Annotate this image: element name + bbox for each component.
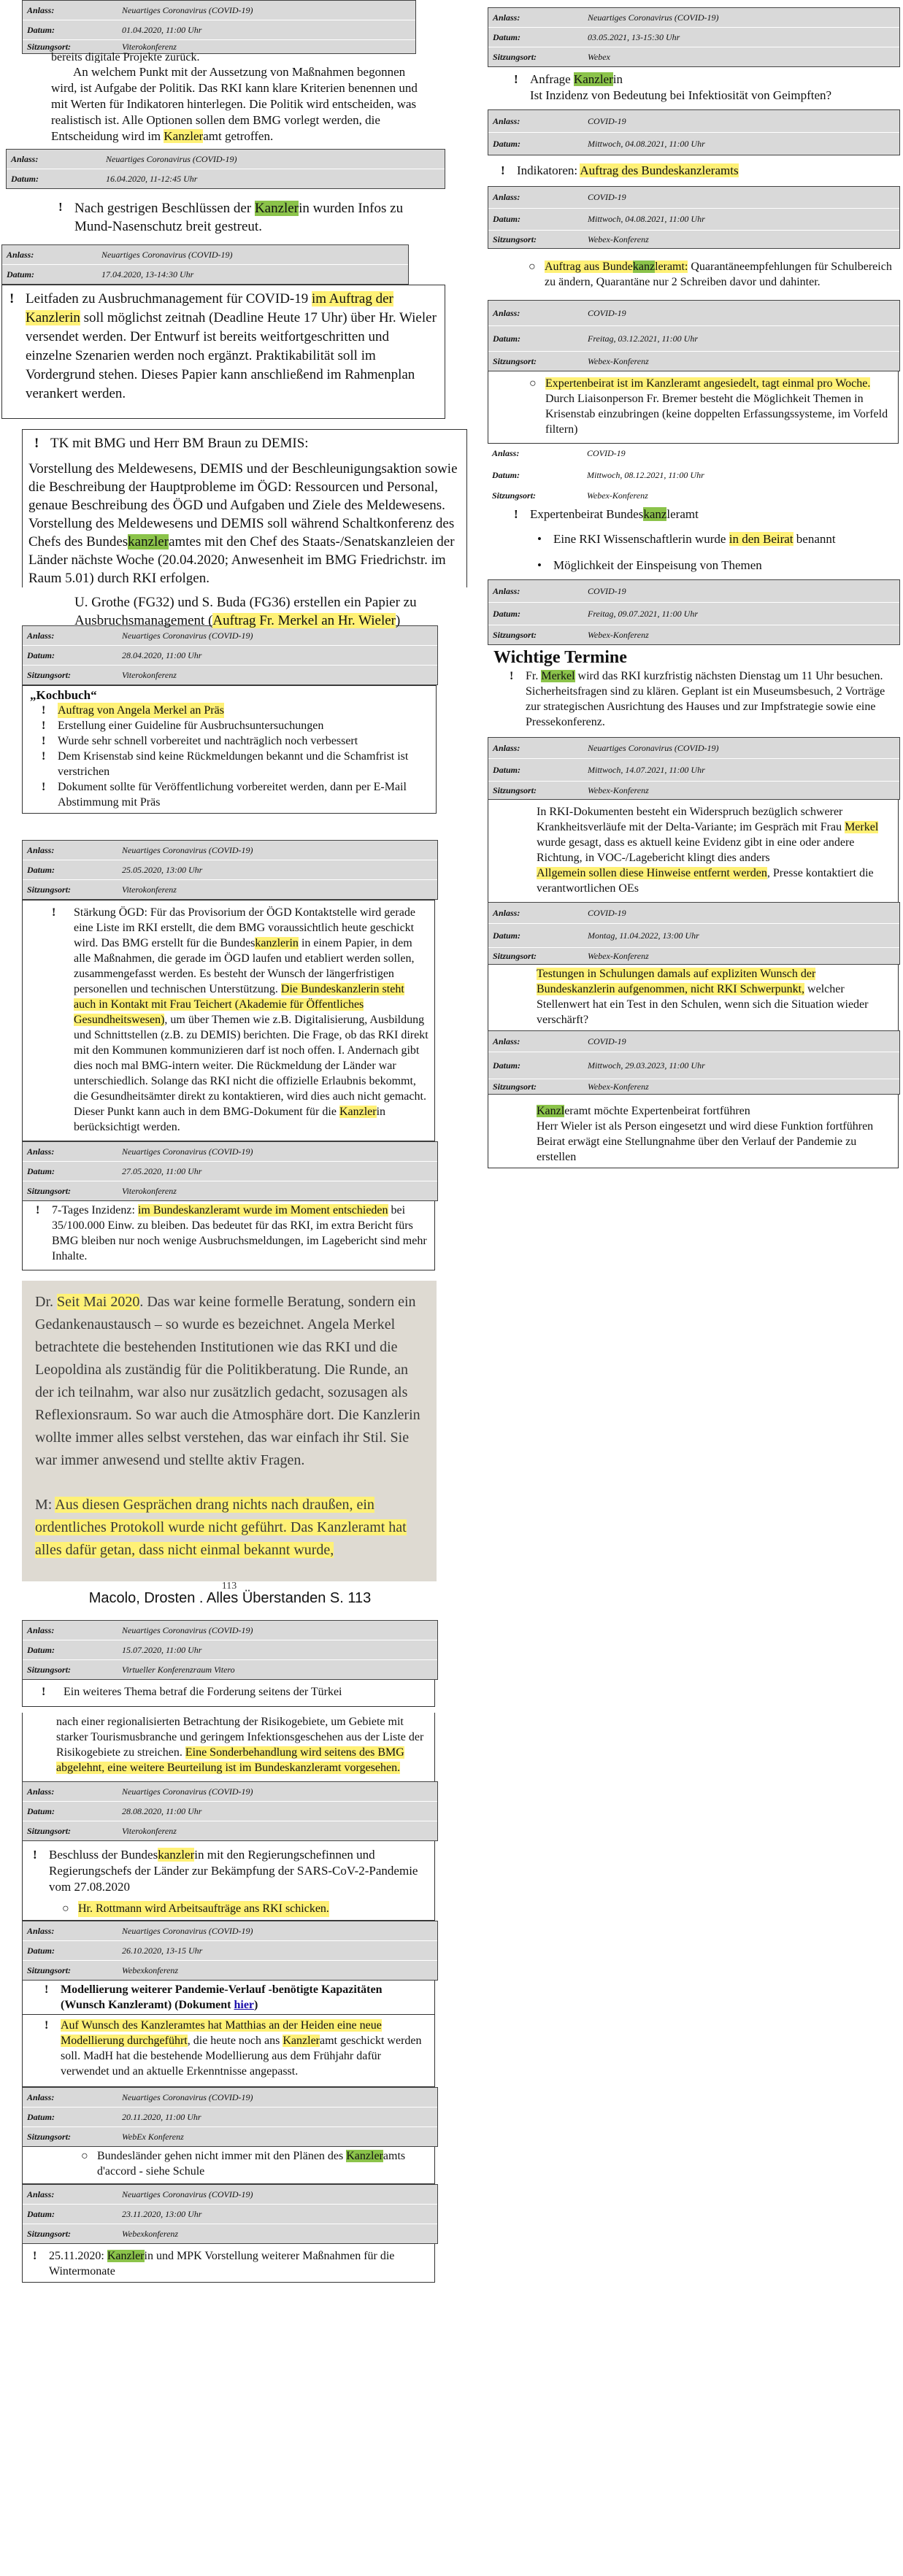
label-sitzungsort: Sitzungsort: bbox=[27, 41, 72, 52]
note-block bbox=[488, 504, 900, 579]
exclamation-icon: ! bbox=[33, 1848, 37, 1862]
label-anlass: Anlass: bbox=[493, 907, 520, 918]
exclamation-icon: ! bbox=[42, 720, 46, 732]
datum-value: 28.08.2020, 11:00 Uhr bbox=[122, 1805, 202, 1816]
anlass-value: Neuartiges Coronavirus (COVID-19) bbox=[588, 742, 719, 753]
label-anlass: Anlass: bbox=[493, 742, 520, 753]
meeting-header bbox=[22, 2184, 438, 2244]
datum-value: 23.11.2020, 13:00 Uhr bbox=[122, 2208, 202, 2219]
sitzungsort-value: Virtueller Konferenzraum Vitero bbox=[122, 1664, 235, 1675]
label-datum: Datum: bbox=[27, 1805, 55, 1816]
note-text: U. Grothe (FG32) und S. Buda (FG36) erstellen ein Papier zu Ausbruchsmanagement (Auftrag Fr. Merkel an Hr. Wieler) bbox=[74, 595, 417, 628]
meeting-header bbox=[488, 300, 900, 371]
exclamation-icon: ! bbox=[9, 291, 15, 306]
label-datum: Datum: bbox=[27, 1945, 55, 1956]
exclamation-icon: ! bbox=[36, 1204, 40, 1216]
sitzungsort-value: Webex-Konferenz bbox=[588, 629, 649, 640]
label-anlass: Anlass: bbox=[27, 1925, 55, 1936]
label-anlass: Anlass: bbox=[27, 1146, 55, 1157]
datum-value: 16.04.2020, 11-12:45 Uhr bbox=[106, 173, 198, 184]
label-anlass: Anlass: bbox=[27, 2189, 55, 2199]
label-anlass: Anlass: bbox=[492, 447, 520, 458]
datum-value: Freitag, 03.12.2021, 11:00 Uhr bbox=[588, 333, 698, 344]
datum-value: 01.04.2020, 11:00 Uhr bbox=[122, 24, 202, 35]
note-bullet: ! Indikatoren: Auftrag des Bundeskanzleramts bbox=[501, 163, 739, 177]
exclamation-icon: ! bbox=[514, 72, 518, 86]
list-item: • Eine RKI Wissenschaftlerin wurde in den Beirat benannt bbox=[537, 532, 836, 546]
excerpt-paragraph: Dr. Seit Mai 2020. Das war keine formelle Beratung, sondern ein Gedankenaustausch – so wurde es bezeichnet. Angela Merkel betrachtete die bestehenden Institutionen wie das RKI und die Leopoldina als zuständig für die Politikberatung. Die Runde, an der ich teilnahm, war also nur zusätzlich gedacht, sozusagen als Reflexionsraum. So war auch die Atmosphäre dort. Die Kanzlerin wollte immer alles selbst verstehen, das war einfach ihr Stil. Sie war immer anwesend und stellte aktiv Fragen. bbox=[35, 1294, 420, 1468]
anlass-value: Neuartiges Coronavirus (COVID-19) bbox=[106, 153, 237, 164]
sub-bullet: ○ Bundesländer gehen nicht immer mit den Plänen des Kanzleramts d'accord - siehe Schule bbox=[22, 2147, 435, 2184]
note-block bbox=[488, 649, 900, 737]
anlass-value: COVID-19 bbox=[588, 115, 626, 126]
sitzungsort-value: Viterokonferenz bbox=[122, 41, 177, 52]
datum-value: Mittwoch, 14.07.2021, 11:00 Uhr bbox=[588, 764, 705, 775]
label-sitzungsort: Sitzungsort: bbox=[492, 490, 537, 501]
kochbuch-title: „Kochbuch“ bbox=[30, 688, 97, 702]
label-datum: Datum: bbox=[27, 2208, 55, 2219]
label-datum: Datum: bbox=[493, 138, 521, 149]
note-bullet: ! 7-Tages Inzidenz: im Bundeskanzleramt wurde im Moment entschieden bei 35/100.000 Einw. zu bleiben. Das bedeutet für das RKI, im extra Bericht fürs BMG bleiben nur noch wenige Ausbruchsmeldungen, im Lagebericht sind mehr Inhalte. bbox=[22, 1201, 435, 1270]
datum-value: 03.05.2021, 13-15:30 Uhr bbox=[588, 31, 680, 42]
anlass-value: Neuartiges Coronavirus (COVID-19) bbox=[122, 1786, 253, 1797]
label-datum: Datum: bbox=[27, 1165, 55, 1176]
datum-value: 27.05.2020, 11:00 Uhr bbox=[122, 1165, 202, 1176]
datum-value: 15.07.2020, 11:00 Uhr bbox=[122, 1644, 202, 1655]
anlass-value: Neuartiges Coronavirus (COVID-19) bbox=[122, 4, 253, 15]
anlass-value: Neuartiges Coronavirus (COVID-19) bbox=[122, 1624, 253, 1635]
note-block: ! TK mit BMG und Herr BM Braun zu DEMIS: Vorstellung des Meldewesens, DEMIS und der Beschleunigungsaktion sowie die Beschreibung der Hauptprobleme im ÖGD: Ressourcen und Personal, genaue Beschreibung des ÖGD und Aufgaben und Ziele des Meldewesens. Vorstellung des Meldewesens und DEMIS soll während Schaltkonferenz des Chefs des Bundeskanzleramtes mit den Chef des Staats-/Senatskanzleien der Länder nächste Woche (20.04.2020; Anwesenheit im BMG Friedrichstr. im Raum 5.01) durch RKI erfolgen. bbox=[22, 429, 467, 587]
list-item: ! Erstellung einer Guideline für Ausbruchsuntersuchungen bbox=[42, 720, 324, 732]
excerpt-caption: Macolo, Drosten . Alles Überstanden S. 113 bbox=[88, 1590, 372, 1606]
datum-value: 20.11.2020, 11:00 Uhr bbox=[122, 2111, 201, 2122]
note-line: Kanzleramt möchte Expertenbeirat fortführen bbox=[537, 1105, 750, 1117]
meeting-header bbox=[488, 7, 900, 67]
anlass-value: COVID-19 bbox=[588, 192, 626, 202]
sitzungsort-value: Webex-Konferenz bbox=[588, 355, 649, 366]
label-datum: Datum: bbox=[27, 24, 55, 35]
meeting-header bbox=[22, 1141, 438, 1201]
sitzungsort-value: WebEx Konferenz bbox=[122, 2131, 184, 2142]
sitzungsort-value: Webexkonferenz bbox=[122, 1964, 179, 1975]
exclamation-icon: ! bbox=[501, 163, 505, 177]
datum-value: Mittwoch, 04.08.2021, 11:00 Uhr bbox=[588, 138, 705, 149]
sitzungsort-value: Webex-Konferenz bbox=[588, 234, 649, 244]
bullet-icon: • bbox=[537, 532, 542, 546]
label-sitzungsort: Sitzungsort: bbox=[27, 1825, 72, 1836]
label-sitzungsort: Sitzungsort: bbox=[27, 669, 72, 680]
label-sitzungsort: Sitzungsort: bbox=[27, 1964, 72, 1975]
label-datum: Datum: bbox=[493, 764, 521, 775]
datum-value: Montag, 11.04.2022, 13:00 Uhr bbox=[588, 930, 699, 941]
note-text: bereits digitale Projekte zurück. bbox=[51, 53, 200, 63]
sub-bullet: ○ Hr. Rottmann wird Arbeitsaufträge ans RKI schicken. bbox=[33, 1895, 429, 1917]
list-item: ! Dem Krisenstab sind keine Rückmeldungen bekannt und die Schamfrist ist verstrichen bbox=[42, 750, 409, 778]
label-anlass: Anlass: bbox=[27, 844, 55, 855]
label-anlass: Anlass: bbox=[493, 307, 520, 318]
meeting-header bbox=[22, 0, 416, 54]
label-datum: Datum: bbox=[27, 1644, 55, 1655]
note-text: nach einer regionalisierten Betrachtung der Risikogebiete, um Gebiete mit starker Tourismusbranche und geringem Infektionsgeschehen aus der Liste der Risikogebiete zu streichen. Eine Sonderbehandlung wird seitens des BMG abgelehnt, eine weitere Beurteilung ist im Bundeskanzleramt vorgesehen. bbox=[22, 1713, 435, 1781]
sitzungsort-value: Viterokonferenz bbox=[122, 669, 177, 680]
anlass-value: Neuartiges Coronavirus (COVID-19) bbox=[122, 2091, 253, 2102]
datum-value: 26.10.2020, 13-15 Uhr bbox=[122, 1945, 203, 1956]
sitzungsort-value: Viterokonferenz bbox=[122, 884, 177, 895]
note-bullet: ! Stärkung ÖGD: Für das Provisorium der ÖGD Kontaktstelle wird gerade eine Liste im RKI erstellt, die dem BMG voraussichtlich heute geschickt wird. Das BMG erstellt für die Bundeskanzlerin in einem Papier, in dem alle Maßnahmen, die gerade im ÖGD laufen und etabliert werden sollen, zusammengefasst werden. Es besteht der Wunsch der längerfristigen personellen und technischen Unterstützung. Die Bundeskanzlerin steht auch in Kontakt mit Frau Teichert (Akademie für Öffentliches Gesundheitswesen), um über Themen wie z.B. Digitalisierung, Ausbildung und Schnittstellen (z.B. zu DEMIS) berichten. Die Frage, ob das RKI direkt mit den Kommunen kommunizieren darf ist noch offen. I. Andernach gibt dies noch mal BMG-intern weiter. Die Rückmeldung der Länder war unterschiedlich. Solange das RKI nicht die offizielle Erlaubnis bekommt, die Gesundheitsämter direkt zu kontaktieren, wird dies auch nicht gemacht. Dieser Punkt kann auch in dem BMG-Dokument für die Kanzlerin berücksichtigt werden. bbox=[22, 900, 435, 1141]
exclamation-icon: ! bbox=[33, 2250, 37, 2262]
meeting-header bbox=[22, 1620, 438, 1680]
circle-bullet-icon: ○ bbox=[529, 261, 536, 273]
sitzungsort-value: Webex-Konferenz bbox=[587, 490, 648, 501]
datum-value: Mittwoch, 04.08.2021, 11:00 Uhr bbox=[588, 214, 705, 224]
label-datum: Datum: bbox=[493, 608, 521, 619]
label-sitzungsort: Sitzungsort: bbox=[493, 355, 537, 366]
label-datum: Datum: bbox=[493, 214, 521, 224]
exclamation-icon: ! bbox=[52, 906, 56, 919]
datum-value: Mittwoch, 08.12.2021, 11:00 Uhr bbox=[587, 469, 704, 480]
note-bullet: ! Expertenbeirat Bundeskanzleramt bbox=[514, 507, 699, 521]
datum-value: 25.05.2020, 13:00 Uhr bbox=[122, 864, 203, 875]
sub-bullet: ○ Auftrag aus Bundekanzleramt: Quarantäneempfehlungen für Schulbereich zu ändern, Quarantäne nur 2 Schreiben davor und dahinter. bbox=[529, 261, 892, 288]
label-sitzungsort: Sitzungsort: bbox=[493, 234, 537, 244]
note-bullet: ! Auf Wunsch des Kanzleramtes hat Matthias an der Heiden eine neue Modellierung durchgeführt, die heute noch ans Kanzleramt geschickt werden soll. MadH hat die bestehende Modellierung aus dem Frühjahr dafür verwendet und an aktuelle Erkenntnisse angepasst. bbox=[22, 2015, 435, 2087]
meeting-header bbox=[488, 902, 900, 965]
anlass-value: Neuartiges Coronavirus (COVID-19) bbox=[101, 249, 233, 260]
exclamation-icon: ! bbox=[514, 507, 518, 521]
sitzungsort-value: Webex-Konferenz bbox=[588, 1081, 649, 1092]
label-datum: Datum: bbox=[27, 864, 55, 875]
list-item: ! Auftrag von Angela Merkel an Präs bbox=[42, 704, 224, 717]
meeting-header bbox=[488, 1030, 900, 1095]
meeting-header bbox=[488, 186, 900, 249]
label-anlass: Anlass: bbox=[11, 153, 39, 164]
anlass-value: COVID-19 bbox=[588, 307, 626, 318]
sitzungsort-value: Webex-Konferenz bbox=[588, 784, 649, 795]
meeting-header bbox=[488, 737, 900, 800]
meeting-header bbox=[22, 625, 438, 685]
label-sitzungsort: Sitzungsort: bbox=[27, 1185, 72, 1196]
label-anlass: Anlass: bbox=[493, 192, 520, 202]
sitzungsort-value: Webex bbox=[588, 51, 610, 62]
note-bullet: ! Modellierung weiterer Pandemie-Verlauf -benötigte Kapazitäten (Wunsch Kanzleramt) (Dokument hier) bbox=[22, 1981, 435, 2015]
kochbuch-block bbox=[22, 685, 437, 814]
sitzungsort-value: Webexkonferenz bbox=[122, 2228, 179, 2239]
anlass-value: Neuartiges Coronavirus (COVID-19) bbox=[122, 2189, 253, 2199]
exclamation-icon: ! bbox=[42, 1686, 46, 1698]
anlass-value: COVID-19 bbox=[588, 585, 626, 596]
exclamation-icon: ! bbox=[58, 200, 63, 214]
label-sitzungsort: Sitzungsort: bbox=[493, 784, 537, 795]
note-text: An welchem Punkt mit der Aussetzung von Maßnahmen begonnen wird, ist Aufgabe der Politik. Das RKI kann klare Kriterien benennen und mit Werten für Indikatoren hinterlegen. Die Politik wird entscheiden, was realistisch ist. Alle Optionen sollen dem BMG vorlegt werden, die Entscheidung wird im Kanzleramt getroffen. bbox=[51, 65, 418, 143]
label-anlass: Anlass: bbox=[27, 1786, 55, 1797]
document-link[interactable]: hier bbox=[234, 1999, 255, 2011]
list-item: ! Dokument sollte für Veröffentlichung vorbereitet werden, dann per E-Mail Abstimmung mit Präs bbox=[42, 781, 407, 809]
book-excerpt-photo bbox=[22, 1281, 437, 1592]
label-anlass: Anlass: bbox=[493, 115, 520, 126]
note-bullet: ! Fr. Merkel wird das RKI kurzfristig nächsten Dienstag um 11 Uhr besuchen. Sicherheitsfragen sind zu klären. Geplant ist ein Museumsbesuch, 2 Vorträge zur strategischen Ausrichtung des Hauses und zur Impfstrategie sowie eine Pressekonferenz. bbox=[510, 670, 885, 728]
label-anlass: Anlass: bbox=[493, 1036, 520, 1046]
label-anlass: Anlass: bbox=[27, 2091, 55, 2102]
meeting-header bbox=[22, 1781, 438, 1841]
meeting-header bbox=[488, 579, 900, 645]
exclamation-icon: ! bbox=[42, 735, 46, 747]
sitzungsort-value: Viterokonferenz bbox=[122, 1185, 177, 1196]
label-datum: Datum: bbox=[493, 333, 521, 344]
meeting-header bbox=[22, 1921, 438, 1981]
meeting-header bbox=[22, 840, 438, 900]
note-bullet: ! Anfrage Kanzlerin Ist Inzidenz von Bedeutung bei Infektiosität von Geimpften? bbox=[514, 72, 832, 102]
anlass-value: COVID-19 bbox=[588, 907, 626, 918]
note-bullet: ! Nach gestrigen Beschlüssen der Kanzlerin wurden Infos zu Mund-Nasenschutz breit gestreut. bbox=[58, 200, 404, 234]
exclamation-icon: ! bbox=[42, 750, 46, 763]
datum-value: 17.04.2020, 13-14:30 Uhr bbox=[101, 269, 194, 279]
sub-bullet: ○ Expertenbeirat ist im Kanzleramt angesiedelt, tagt einmal pro Woche. Durch Liaisonperson Fr. Bremer besteht die Möglichkeit Themen in Krisenstab einzubringen (keine doppelten Erfassungssysteme, im Vorfeld filtern) bbox=[488, 371, 899, 444]
note-line: Herr Wieler ist als Person eingesetzt und wird diese Funktion fortführen bbox=[537, 1120, 874, 1133]
meeting-header bbox=[488, 444, 899, 504]
note-block bbox=[22, 1841, 435, 1921]
section-title: Wichtige Termine bbox=[493, 648, 627, 667]
anlass-value: Neuartiges Coronavirus (COVID-19) bbox=[122, 1925, 253, 1936]
label-sitzungsort: Sitzungsort: bbox=[493, 1081, 537, 1092]
list-item: • Möglichkeit der Einspeisung von Themen bbox=[537, 558, 762, 572]
label-datum: Datum: bbox=[27, 649, 55, 660]
note-bullet: ! Ein weiteres Thema betraf die Forderung seitens der Türkei bbox=[22, 1680, 435, 1707]
label-datum: Datum: bbox=[492, 469, 520, 480]
right-column bbox=[488, 7, 900, 1168]
label-sitzungsort: Sitzungsort: bbox=[27, 2228, 72, 2239]
label-anlass: Anlass: bbox=[27, 1624, 55, 1635]
left-column bbox=[7, 0, 458, 2283]
meeting-header bbox=[6, 149, 445, 189]
note-text bbox=[488, 1095, 899, 1168]
anlass-value: Neuartiges Coronavirus (COVID-19) bbox=[122, 630, 253, 641]
circle-bullet-icon: ○ bbox=[62, 1902, 69, 1915]
label-datum: Datum: bbox=[27, 2111, 55, 2122]
exclamation-icon: ! bbox=[34, 436, 39, 451]
anlass-value: Neuartiges Coronavirus (COVID-19) bbox=[122, 1146, 253, 1157]
datum-value: Mittwoch, 29.03.2023, 11:00 Uhr bbox=[588, 1060, 705, 1071]
label-datum: Datum: bbox=[493, 1060, 521, 1071]
label-anlass: Anlass: bbox=[493, 12, 520, 23]
label-sitzungsort: Sitzungsort: bbox=[27, 884, 72, 895]
anlass-value: COVID-19 bbox=[588, 1036, 626, 1046]
anlass-value: Neuartiges Coronavirus (COVID-19) bbox=[122, 844, 253, 855]
label-anlass: Anlass: bbox=[27, 630, 55, 641]
exclamation-icon: ! bbox=[42, 781, 46, 793]
meeting-header bbox=[22, 2087, 438, 2147]
circle-bullet-icon: ○ bbox=[81, 2150, 88, 2162]
label-datum: Datum: bbox=[493, 930, 521, 941]
note-bullet: ! Beschluss der Bundeskanzlerin mit den Regierungschefinnen und Regierungschefs der Länder zur Bekämpfung der SARS-CoV-2-Pandemie vom 27.08.2020 bbox=[33, 1848, 418, 1894]
label-anlass: Anlass: bbox=[7, 249, 34, 260]
label-datum: Datum: bbox=[7, 269, 35, 279]
label-sitzungsort: Sitzungsort: bbox=[493, 950, 537, 961]
exclamation-icon: ! bbox=[45, 1983, 49, 1996]
label-datum: Datum: bbox=[11, 173, 39, 184]
label-anlass: Anlass: bbox=[493, 585, 520, 596]
sitzungsort-value: Webex-Konferenz bbox=[588, 950, 649, 961]
anlass-value: Neuartiges Coronavirus (COVID-19) bbox=[588, 12, 719, 23]
label-sitzungsort: Sitzungsort: bbox=[493, 629, 537, 640]
note-text: Testungen in Schulungen damals auf expliziten Wunsch der Bundeskanzlerin aufgenommen, nicht RKI Schwerpunkt, welcher Stellenwert hat ein Test in den Schulen, wenn sich die Situation wieder verschärft? bbox=[488, 965, 899, 1030]
exclamation-icon: ! bbox=[42, 704, 46, 717]
note-bullet: ! Leitfaden zu Ausbruchmanagement für COVID-19 im Auftrag der Kanzlerin soll möglichst zeitnah (Deadline Heute 17 Uhr) über Hr. Wieler versendet werden. Der Entwurf ist bereits weitfortgeschritten und einzelne Szenarien werden noch ergänzt. Praktikabilität soll im Vordergrund stehen. Dieses Papier kann anschließend im Rahmenplan verankert werden. bbox=[1, 285, 445, 419]
sitzungsort-value: Viterokonferenz bbox=[122, 1825, 177, 1836]
datum-value: Freitag, 09.07.2021, 11:00 Uhr bbox=[588, 608, 698, 619]
meeting-header bbox=[1, 244, 409, 285]
note-text: In RKI-Dokumenten besteht ein Widerspruch bezüglich schwerer Krankheitsverläufe mit der Delta-Variante; im Gespräch mit Frau Merkel wurde gesagt, dass es aktuell keine Evidenz gibt in eine oder andere Richtung, in VOC-/Lagebericht klingt dies anders Allgemein sollen diese Hinweise entfernt werden, Presse kontaktiert die verantwortlichen OEs bbox=[488, 800, 899, 902]
note-line: Beirat erwägt eine Stellungnahme über den Verlauf der Pandemie zu erstellen bbox=[537, 1135, 857, 1163]
meeting-header bbox=[488, 109, 900, 155]
anlass-value: COVID-19 bbox=[587, 447, 626, 458]
label-sitzungsort: Sitzungsort: bbox=[27, 2131, 72, 2142]
label-sitzungsort: Sitzungsort: bbox=[27, 1664, 72, 1675]
bullet-icon: • bbox=[537, 558, 542, 572]
note-bullet: ! TK mit BMG und Herr BM Braun zu DEMIS: bbox=[34, 436, 309, 451]
label-datum: Datum: bbox=[493, 31, 521, 42]
list-item: ! Wurde sehr schnell vorbereitet und nachträglich noch verbessert bbox=[42, 735, 358, 747]
note-bullet: ! 25.11.2020: Kanzlerin und MPK Vorstellung weiterer Maßnahmen für die Wintermonate bbox=[22, 2244, 435, 2283]
label-anlass: Anlass: bbox=[27, 4, 55, 15]
circle-bullet-icon: ○ bbox=[529, 377, 537, 390]
excerpt-page-number: 113 bbox=[221, 1581, 237, 1592]
label-sitzungsort: Sitzungsort: bbox=[493, 51, 537, 62]
datum-value: 28.04.2020, 11:00 Uhr bbox=[122, 649, 202, 660]
exclamation-icon: ! bbox=[510, 670, 514, 682]
excerpt-paragraph: M: Aus diesen Gesprächen drang nichts nach draußen, ein ordentliches Protokoll wurde nicht geführt. Das Kanzleramt hat alles dafür getan, dass nicht einmal bekannt wurde, bbox=[35, 1497, 407, 1558]
exclamation-icon: ! bbox=[45, 2019, 49, 2032]
